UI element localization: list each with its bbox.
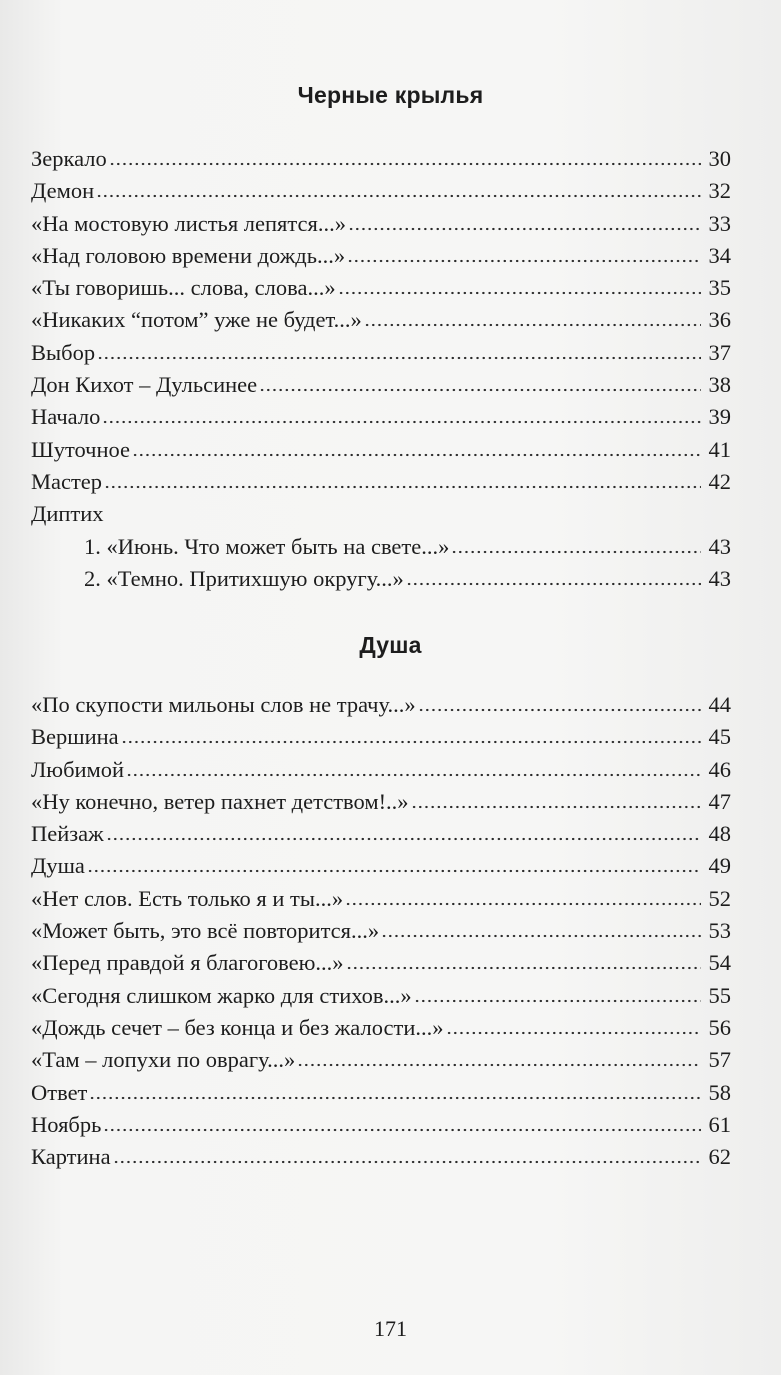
section-title-black-wings: Черные крылья bbox=[297, 82, 484, 108]
toc-leader-dots bbox=[345, 887, 701, 907]
toc-leader-dots bbox=[451, 535, 701, 555]
toc-entry-page: 47 bbox=[708, 788, 731, 814]
toc-entry bbox=[31, 850, 731, 882]
toc-leader-dots bbox=[97, 341, 701, 361]
toc-leader-dots bbox=[347, 244, 701, 264]
toc-entry-title: Демон bbox=[31, 178, 95, 204]
toc-entry-page: 43 bbox=[708, 565, 731, 591]
toc-entry-title: Дон Кихот – Дульсинее bbox=[31, 372, 258, 398]
toc-leader-dots bbox=[103, 1113, 701, 1133]
toc-entry-title: Шуточное bbox=[31, 436, 131, 462]
toc-entry-title: «Может быть, это всё повторится...» bbox=[31, 918, 380, 944]
toc-leader-dots bbox=[338, 276, 701, 296]
toc-leader-dots bbox=[414, 984, 701, 1004]
toc-leader-dots bbox=[297, 1048, 701, 1068]
toc-entry bbox=[31, 754, 731, 786]
toc-leader-dots bbox=[446, 1016, 702, 1036]
toc-entry-page: 48 bbox=[708, 821, 731, 847]
toc-entry-title: «Над головою времени дождь...» bbox=[31, 242, 346, 268]
toc-entry-page: 35 bbox=[708, 275, 731, 301]
toc-entry-title: Душа bbox=[31, 853, 85, 879]
toc-leader-dots bbox=[381, 919, 701, 939]
toc-entry-page: 43 bbox=[708, 533, 731, 559]
toc-entry-page: 32 bbox=[708, 178, 731, 204]
toc-entry-page: 44 bbox=[708, 692, 731, 717]
toc-leader-dots bbox=[106, 822, 701, 842]
toc-entry bbox=[31, 563, 731, 595]
toc-entry-page: 36 bbox=[708, 307, 731, 333]
toc-entry-title: 2. «Темно. Притихшую округу...» bbox=[84, 565, 404, 591]
toc-entry bbox=[31, 721, 731, 753]
toc-list-soul bbox=[31, 689, 731, 1173]
toc-entry-title: Вершина bbox=[31, 724, 119, 750]
toc-leader-dots bbox=[346, 951, 701, 971]
toc-entry bbox=[31, 1141, 731, 1173]
toc-entry bbox=[31, 818, 731, 850]
toc-entry-title: 1. «Июнь. Что может быть на свете...» bbox=[84, 533, 450, 559]
toc-entry-page: 41 bbox=[708, 436, 731, 462]
toc-leader-dots bbox=[418, 693, 701, 713]
toc-entry bbox=[31, 689, 731, 721]
toc-entry-page: 39 bbox=[708, 404, 731, 430]
toc-entry-page: 54 bbox=[708, 950, 731, 976]
toc-entry-title: «Перед правдой я благоговею...» bbox=[31, 950, 344, 976]
toc-entry-title: Картина bbox=[31, 1144, 111, 1170]
toc-entry-page: 37 bbox=[708, 339, 731, 365]
toc-entry-page: 62 bbox=[708, 1144, 731, 1170]
toc-leader-dots bbox=[96, 179, 701, 199]
page-number: 171 bbox=[374, 1316, 407, 1341]
toc-entry bbox=[31, 1044, 731, 1076]
toc-leader-dots bbox=[411, 790, 701, 810]
toc-entry-title: «Никаких “потом” уже не будет...» bbox=[31, 307, 362, 333]
toc-leader-dots bbox=[113, 1145, 701, 1165]
toc-entry bbox=[31, 980, 731, 1012]
toc-entry bbox=[31, 272, 731, 304]
toc-leader-dots bbox=[89, 1081, 701, 1101]
toc-entry-title: Ответ bbox=[31, 1079, 88, 1105]
toc-entry-page: 38 bbox=[708, 372, 731, 398]
toc-entry-page: 55 bbox=[708, 982, 731, 1008]
toc-entry-title: Ноябрь bbox=[31, 1111, 102, 1137]
toc-entry-page: 58 bbox=[708, 1079, 731, 1105]
toc-leader-dots bbox=[109, 147, 701, 167]
section-title-soul: Душа bbox=[359, 632, 422, 658]
toc-entry-title: «Дождь сечет – без конца и без жалости...» bbox=[31, 1014, 444, 1040]
toc-entry bbox=[31, 175, 731, 207]
toc-entry bbox=[31, 208, 731, 240]
toc-entry-page: 30 bbox=[708, 146, 731, 171]
toc-entry-page: 56 bbox=[708, 1014, 731, 1040]
toc-leader-dots bbox=[364, 308, 701, 328]
toc-group-heading bbox=[31, 498, 731, 530]
toc-entry bbox=[31, 786, 731, 818]
toc-entry bbox=[31, 337, 731, 369]
toc-entry-page: 61 bbox=[708, 1111, 731, 1137]
toc-entry bbox=[31, 1077, 731, 1109]
toc-leader-dots bbox=[259, 373, 701, 393]
toc-entry-title: «Сегодня слишком жарко для стихов...» bbox=[31, 982, 412, 1008]
toc-leader-dots bbox=[121, 725, 701, 745]
toc-entry bbox=[31, 531, 731, 563]
toc-leader-dots bbox=[126, 758, 701, 778]
toc-entry bbox=[31, 883, 731, 915]
toc-entry-title: Начало bbox=[31, 404, 101, 430]
toc-leader-dots bbox=[406, 567, 701, 587]
toc-entry-title: «Ты говоришь... слова, слова...» bbox=[31, 275, 336, 301]
toc-entry bbox=[31, 434, 731, 466]
toc-entry-title: Выбор bbox=[31, 339, 96, 365]
toc-entry bbox=[31, 143, 731, 175]
toc-leader-dots bbox=[87, 854, 701, 874]
toc-entry-title: «Ну конечно, ветер пахнет детством!..» bbox=[31, 788, 409, 814]
toc-entry-page: 52 bbox=[708, 885, 731, 911]
toc-entry bbox=[31, 1012, 731, 1044]
toc-entry-title: Зеркало bbox=[31, 146, 107, 171]
toc-entry bbox=[31, 947, 731, 979]
toc-leader-dots bbox=[102, 405, 701, 425]
toc-entry-title: «По скупости мильоны слов не трачу...» bbox=[31, 692, 416, 717]
toc-entry-title: «Там – лопухи по оврагу...» bbox=[31, 1047, 296, 1073]
toc-entry bbox=[31, 466, 731, 498]
toc-entry-page: 57 bbox=[708, 1047, 731, 1073]
toc-entry bbox=[31, 1109, 731, 1141]
toc-list-black-wings bbox=[31, 143, 731, 595]
toc-entry-page: 42 bbox=[708, 468, 731, 494]
toc-entry-page: 49 bbox=[708, 853, 731, 879]
toc-entry-page: 34 bbox=[708, 242, 731, 268]
toc-entry-title: Диптих bbox=[31, 501, 104, 527]
toc-entry-title: «Нет слов. Есть только я и ты...» bbox=[31, 885, 344, 911]
toc-entry-page: 53 bbox=[708, 918, 731, 944]
toc-entry bbox=[31, 304, 731, 336]
toc-leader-dots bbox=[348, 212, 701, 232]
toc-entry-title: Любимой bbox=[31, 756, 125, 782]
toc-entry-page: 45 bbox=[708, 724, 731, 750]
toc-entry-page: 46 bbox=[708, 756, 731, 782]
toc-entry-title: Пейзаж bbox=[31, 821, 104, 847]
toc-entry-title: «На мостовую листья лепятся...» bbox=[31, 210, 346, 236]
toc-entry-page: 33 bbox=[708, 210, 731, 236]
toc-entry bbox=[31, 369, 731, 401]
toc-entry bbox=[31, 240, 731, 272]
toc-entry bbox=[31, 915, 731, 947]
toc-entry-title: Мастер bbox=[31, 468, 103, 494]
toc-leader-dots bbox=[132, 438, 701, 458]
toc-entry bbox=[31, 401, 731, 433]
toc-leader-dots bbox=[104, 470, 701, 490]
